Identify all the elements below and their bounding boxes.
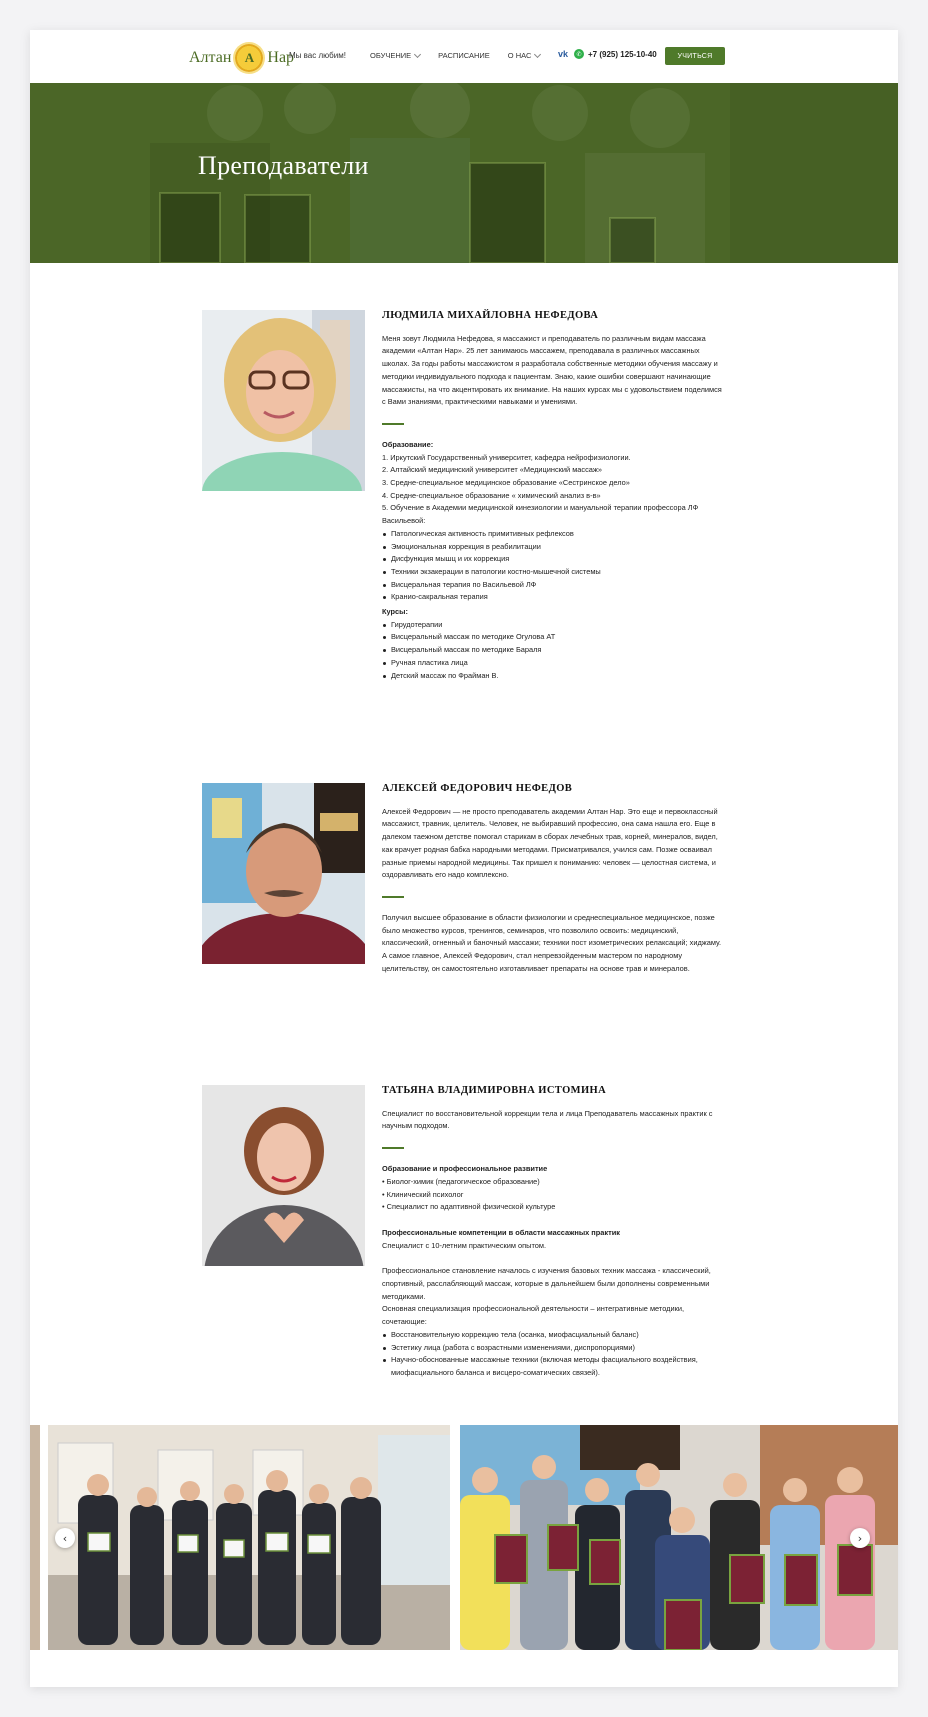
nav-label: РАСПИСАНИЕ bbox=[438, 51, 490, 60]
education-line: 1. Иркутский Государственный университет, кафедра нейрофизиологии. bbox=[382, 452, 631, 462]
nav-item-about[interactable] bbox=[508, 51, 541, 60]
education-line: • Специалист по адаптивной физической культуре bbox=[382, 1202, 556, 1212]
nav-item-schedule[interactable] bbox=[438, 51, 490, 60]
teacher-bio bbox=[382, 310, 727, 682]
list-item: Эмоциональная коррекция в реабилитации bbox=[382, 541, 727, 554]
teacher-name: ЛЮДМИЛА МИХАЙЛОВНА НЕФЕДОВА bbox=[382, 310, 599, 321]
list-item: Висцеральный массаж по методике Бараля bbox=[382, 644, 727, 657]
tagline: Мы вас любим! bbox=[289, 51, 346, 60]
list-item: Техники экзакерации в патологии костно-мышечной системы bbox=[382, 566, 727, 579]
nav-label: ОБУЧЕНИЕ bbox=[370, 51, 412, 60]
list-item: Патологическая активность примитивных рефлексов bbox=[382, 528, 727, 541]
gallery-slide[interactable] bbox=[48, 1425, 450, 1650]
logo-text-left: Алтан bbox=[189, 49, 232, 66]
gallery-slide[interactable] bbox=[460, 1425, 898, 1650]
logo[interactable] bbox=[189, 43, 294, 73]
page bbox=[30, 30, 898, 1687]
chevron-down-icon bbox=[414, 50, 421, 57]
education-line: • Биолог-химик (педагогическое образование) bbox=[382, 1176, 540, 1186]
logo-text-right: Нар bbox=[267, 49, 295, 66]
courses-list bbox=[382, 619, 727, 683]
teacher-photo bbox=[202, 783, 365, 964]
teacher-intro: Алексей Федорович — не просто преподаватель академии Алтан Нар. Это еще и первоклассный массажист, травник, целитель. Человек, не выбиравший профессию, она сама нашла его. Еще в далеком таежном детстве помогал старикам в сборах лечебных трав, корней, минералов, видел, как врачует родная бабка народными методами. Присматривался, учился сам. Позже осваивал разные приемы народной медицины. Так пришел к пониманию: человек — целостная система, и оздоравливать его надо комплексно. bbox=[382, 806, 718, 880]
list-item: Эстетику лица (работа с возрастными изменениями, диспропорциями) bbox=[382, 1342, 727, 1355]
list-item: Гирудотерапии bbox=[382, 619, 727, 632]
education-line: 5. Обучение в Академии медицинской кинезиологии и мануальной терапии профессора ЛФ Васильевой: bbox=[382, 503, 699, 526]
education-line: 2. Алтайский медицинский университет «Медицинский массаж» bbox=[382, 465, 602, 475]
whatsapp-icon[interactable]: ✆ bbox=[574, 49, 584, 59]
photo-gallery bbox=[30, 1425, 898, 1650]
group-photo-image bbox=[460, 1425, 898, 1650]
teacher-portrait-image bbox=[202, 1085, 365, 1266]
main-nav bbox=[370, 51, 540, 60]
page-title: Преподаватели bbox=[198, 151, 369, 180]
list-item: Дисфункция мышц и их коррекция bbox=[382, 553, 727, 566]
group-photo-image bbox=[48, 1425, 450, 1650]
list-item: Восстановительную коррекцию тела (осанка, миофасциальный баланс) bbox=[382, 1329, 727, 1342]
teacher-body: Получил высшее образование в области физиологии и среднеспециальное медицинское, позже было множество курсов, тренингов, семинаров, что позволило освоить: медицинский, классический, огненный и баночный массажи; техники пост изометрических релаксаций; хиджаму. А самое главное, Алексей Федорович, стал непревзойденным мастером по народному целительству, он самостоятельно изготавливает препараты на основе трав и минералов. bbox=[382, 912, 722, 973]
spacer bbox=[382, 1214, 727, 1227]
teacher-photo bbox=[202, 310, 365, 491]
list-item: Ручная пластика лица bbox=[382, 657, 727, 670]
social-links bbox=[558, 49, 584, 59]
teacher-bio bbox=[382, 783, 727, 975]
list-item: Висцеральная терапия по Васильевой ЛФ bbox=[382, 579, 727, 592]
education-sublist bbox=[382, 528, 727, 604]
specialization-list bbox=[382, 1329, 727, 1380]
courses-heading: Курсы: bbox=[382, 607, 408, 617]
enroll-button[interactable]: УЧИТЬСЯ bbox=[665, 47, 725, 65]
divider bbox=[382, 423, 404, 425]
teacher-portrait-image bbox=[202, 783, 365, 964]
teacher-intro: Специалист по восстановительной коррекции тела и лица Преподаватель массажных практик с научным подходом. bbox=[382, 1108, 713, 1131]
list-item: Кранио-сакральная терапия bbox=[382, 591, 727, 604]
teacher-intro: Меня зовут Людмила Нефедова, я массажист и преподаватель по различным видам массажа академии «Алтан Нар». 25 лет занимаюсь массажем, преподавала в различных массажных школах. За годы работы массажистом я разработала собственные методики обучения массажу и методики индивидуального подхода к пациентам. Знаю, какие ошибки совершают начинающие массажисты, на что акцентировать их внимание. На наших курсах мы с удовольствием поделимся с Вами знаниями, практическими навыками и умениями. bbox=[382, 333, 722, 407]
logo-emblem-icon: А bbox=[235, 44, 263, 72]
teacher-name: ТАТЬЯНА ВЛАДИМИРОВНА ИСТОМИНА bbox=[382, 1085, 607, 1096]
education-line: 4. Средне-специальное образование « химический анализ в-в» bbox=[382, 490, 601, 500]
list-item: Висцеральный массаж по методике Огулова АТ bbox=[382, 631, 727, 644]
divider bbox=[382, 896, 404, 898]
site-header bbox=[30, 30, 898, 83]
education-line: • Клинический психолог bbox=[382, 1189, 464, 1199]
teacher-name: АЛЕКСЕЙ ФЕДОРОВИЧ НЕФЕДОВ bbox=[382, 783, 573, 794]
phone-link[interactable]: +7 (925) 125-10-40 bbox=[588, 50, 657, 59]
specialization-text: Основная специализация профессиональной деятельности – интегративные методики, сочетающие: bbox=[382, 1304, 685, 1327]
nav-item-education[interactable] bbox=[370, 51, 420, 60]
gallery-slide bbox=[30, 1425, 40, 1650]
education-heading: Образование и профессиональное развитие bbox=[382, 1164, 548, 1174]
teacher-bio bbox=[382, 1085, 727, 1380]
teacher-portrait-image bbox=[202, 310, 365, 491]
list-item: Научно-обоснованные массажные техники (включая методы фасциального воздействия, миофасциального баланса и висцеро-соматических связей). bbox=[382, 1354, 727, 1379]
hero-banner bbox=[30, 83, 898, 263]
hero-photo-overlay bbox=[30, 83, 898, 263]
gallery-prev-button[interactable]: ‹ bbox=[55, 1528, 75, 1548]
chevron-down-icon bbox=[534, 50, 541, 57]
education-line: 3. Средне-специальное медицинское образование «Сестринское дело» bbox=[382, 478, 630, 488]
gallery-next-button[interactable]: › bbox=[850, 1528, 870, 1548]
vk-icon[interactable]: vk bbox=[558, 49, 569, 59]
career-text: Профессиональное становление началось с изучения базовых техник массажа - классический, спортивный, расслабляющий массаж, которые в дальнейшем были дополнены современными методиками. bbox=[382, 1266, 711, 1301]
list-item: Детский массаж по Фрайман В. bbox=[382, 670, 727, 683]
teacher-photo bbox=[202, 1085, 365, 1266]
divider bbox=[382, 1147, 404, 1149]
nav-label: О НАС bbox=[507, 51, 532, 60]
spacer bbox=[382, 1252, 727, 1265]
competence-heading: Профессиональные компетенции в области массажных практик bbox=[382, 1227, 620, 1237]
competence-text: Специалист с 10-летним практическим опытом. bbox=[382, 1240, 547, 1250]
education-heading: Образование: bbox=[382, 439, 434, 449]
